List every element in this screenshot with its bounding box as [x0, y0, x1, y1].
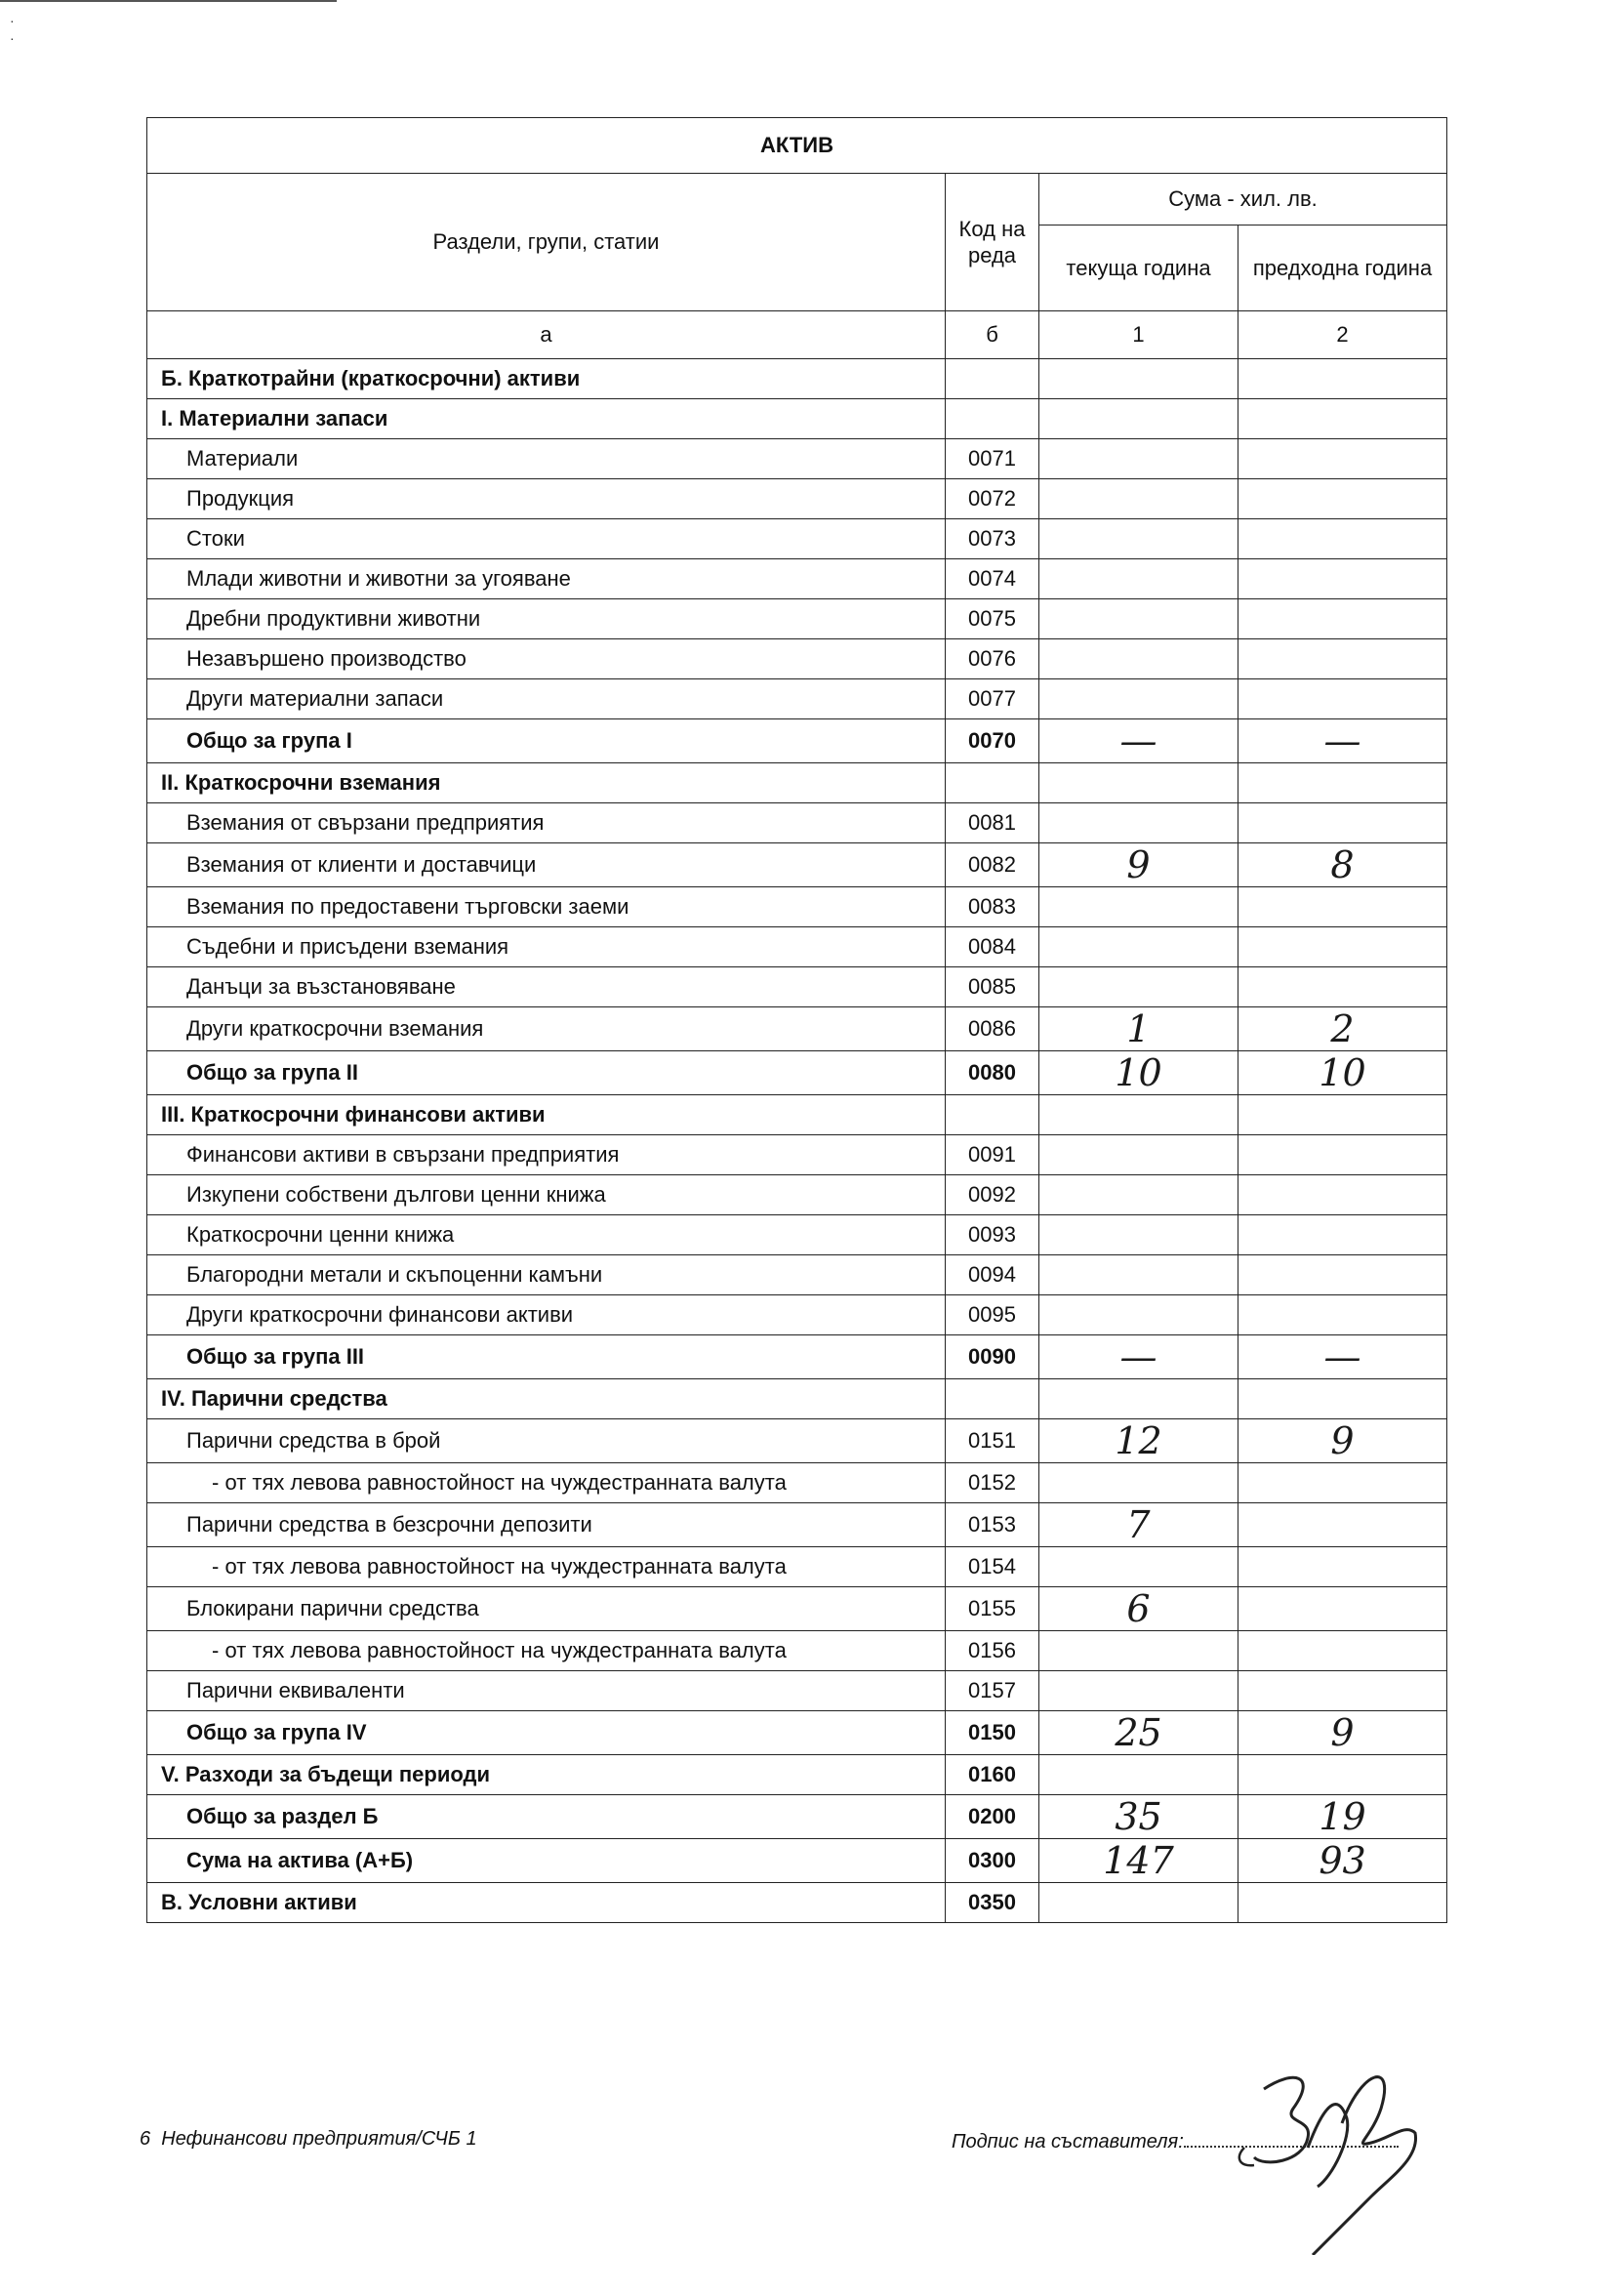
row-current-year: [1039, 439, 1238, 479]
row-code: 0150: [946, 1711, 1039, 1755]
table-row: [147, 927, 1447, 967]
row-previous-year: [1238, 927, 1447, 967]
row-code: 0154: [946, 1547, 1039, 1587]
row-label: Общо за група IV: [147, 1711, 946, 1755]
row-code: 0092: [946, 1175, 1039, 1215]
row-previous-year: [1238, 1587, 1447, 1631]
row-label: Блокирани парични средства: [147, 1587, 946, 1631]
row-label: Вземания от свързани предприятия: [147, 803, 946, 843]
table-row: [147, 1503, 1447, 1547]
row-current-year: [1039, 1295, 1238, 1335]
row-code: 0155: [946, 1587, 1039, 1631]
row-current-year: [1039, 1379, 1238, 1419]
row-current-year: [1039, 359, 1238, 399]
index-b: б: [946, 311, 1039, 359]
col-header-code: Код на реда: [946, 174, 1039, 311]
row-current-year: 147: [1039, 1839, 1238, 1883]
row-previous-year: [1238, 639, 1447, 679]
row-previous-year: [1238, 1755, 1447, 1795]
row-code: 0070: [946, 719, 1039, 763]
row-current-year: [1039, 1883, 1238, 1923]
row-label: Общо за група II: [147, 1051, 946, 1095]
row-previous-year: [1238, 1671, 1447, 1711]
row-code: 0080: [946, 1051, 1039, 1095]
row-label: Продукция: [147, 479, 946, 519]
row-code: 0085: [946, 967, 1039, 1007]
table-row: [147, 1051, 1447, 1095]
row-code: 0086: [946, 1007, 1039, 1051]
row-current-year: 9: [1039, 843, 1238, 887]
row-label: - от тях левова равностойност на чуждестранната валута: [147, 1463, 946, 1503]
row-current-year: 7: [1039, 1503, 1238, 1547]
row-label: Данъци за възстановяване: [147, 967, 946, 1007]
col-header-sum: Сума - хил. лв.: [1039, 174, 1447, 226]
row-current-year: [1039, 599, 1238, 639]
table-title-row: [147, 118, 1447, 174]
footer-form-label: [140, 2128, 477, 2151]
row-current-year: [1039, 399, 1238, 439]
row-previous-year: [1238, 1463, 1447, 1503]
signature-label: Подпис на съставителя:: [952, 2131, 1184, 2152]
row-previous-year: —: [1238, 719, 1447, 763]
row-code: [946, 359, 1039, 399]
table-row: [147, 399, 1447, 439]
table-row: [147, 519, 1447, 559]
table-row: [147, 679, 1447, 719]
row-previous-year: [1238, 599, 1447, 639]
asset-table: [146, 117, 1447, 1923]
row-code: 0073: [946, 519, 1039, 559]
row-label: Други материални запаси: [147, 679, 946, 719]
asset-table-frame: [146, 117, 1446, 1933]
row-label: I. Материални запаси: [147, 399, 946, 439]
row-previous-year: [1238, 1175, 1447, 1215]
row-label: Финансови активи в свързани предприятия: [147, 1135, 946, 1175]
top-edge-line: [0, 0, 337, 2]
table-row: [147, 1839, 1447, 1883]
header-row-1: [147, 174, 1447, 226]
row-current-year: [1039, 887, 1238, 927]
row-code: 0157: [946, 1671, 1039, 1711]
row-label: Други краткосрочни финансови активи: [147, 1295, 946, 1335]
row-current-year: [1039, 1175, 1238, 1215]
table-row: [147, 1215, 1447, 1255]
row-current-year: —: [1039, 1335, 1238, 1379]
row-current-year: [1039, 1215, 1238, 1255]
row-label: Дребни продуктивни животни: [147, 599, 946, 639]
row-previous-year: [1238, 1631, 1447, 1671]
table-row: [147, 719, 1447, 763]
row-code: 0152: [946, 1463, 1039, 1503]
index-a: а: [147, 311, 946, 359]
row-previous-year: [1238, 1215, 1447, 1255]
row-label: Парични еквиваленти: [147, 1671, 946, 1711]
table-row: [147, 1379, 1447, 1419]
row-code: 0153: [946, 1503, 1039, 1547]
table-row: [147, 967, 1447, 1007]
row-code: 0093: [946, 1215, 1039, 1255]
row-label: - от тях левова равностойност на чуждестранната валута: [147, 1547, 946, 1587]
table-row: [147, 479, 1447, 519]
row-current-year: [1039, 1463, 1238, 1503]
row-label: Материали: [147, 439, 946, 479]
row-previous-year: [1238, 763, 1447, 803]
row-previous-year: [1238, 1883, 1447, 1923]
row-label: Парични средства в безсрочни депозити: [147, 1503, 946, 1547]
table-row: [147, 1295, 1447, 1335]
row-code: 0083: [946, 887, 1039, 927]
table-row: [147, 1007, 1447, 1051]
table-row: [147, 1671, 1447, 1711]
table-row: [147, 639, 1447, 679]
table-row: [147, 1419, 1447, 1463]
row-label: Парични средства в брой: [147, 1419, 946, 1463]
row-label: Съдебни и присъдени вземания: [147, 927, 946, 967]
row-current-year: [1039, 967, 1238, 1007]
table-row: [147, 1711, 1447, 1755]
row-previous-year: [1238, 679, 1447, 719]
row-previous-year: [1238, 359, 1447, 399]
row-previous-year: [1238, 519, 1447, 559]
row-code: 0300: [946, 1839, 1039, 1883]
row-current-year: [1039, 1547, 1238, 1587]
row-label: Общо за група I: [147, 719, 946, 763]
row-current-year: [1039, 639, 1238, 679]
table-row: [147, 1335, 1447, 1379]
row-current-year: —: [1039, 719, 1238, 763]
row-label: Краткосрочни ценни книжа: [147, 1215, 946, 1255]
page-number: 6: [140, 2128, 151, 2150]
row-code: 0160: [946, 1755, 1039, 1795]
row-label: - от тях левова равностойност на чуждестранната валута: [147, 1631, 946, 1671]
row-current-year: 25: [1039, 1711, 1238, 1755]
row-previous-year: [1238, 479, 1447, 519]
row-current-year: 6: [1039, 1587, 1238, 1631]
table-row: [147, 1547, 1447, 1587]
row-current-year: [1039, 803, 1238, 843]
row-label: Вземания от клиенти и доставчици: [147, 843, 946, 887]
row-label: Вземания по предоставени търговски заеми: [147, 887, 946, 927]
row-code: 0350: [946, 1883, 1039, 1923]
row-label: Сума на актива (А+Б): [147, 1839, 946, 1883]
table-row: [147, 843, 1447, 887]
form-name: Нефинансови предприятия/СЧБ 1: [161, 2128, 477, 2150]
row-code: 0091: [946, 1135, 1039, 1175]
scan-specks: · ·: [10, 13, 15, 46]
table-row: [147, 1135, 1447, 1175]
col-header-current: текуща година: [1039, 226, 1238, 311]
row-code: 0090: [946, 1335, 1039, 1379]
table-title: АКТИВ: [147, 118, 1447, 174]
row-code: [946, 1379, 1039, 1419]
row-code: 0072: [946, 479, 1039, 519]
table-row: [147, 1255, 1447, 1295]
row-label: В. Условни активи: [147, 1883, 946, 1923]
row-code: 0095: [946, 1295, 1039, 1335]
row-code: 0084: [946, 927, 1039, 967]
row-previous-year: [1238, 399, 1447, 439]
table-row: [147, 599, 1447, 639]
row-label: Стоки: [147, 519, 946, 559]
row-code: 0200: [946, 1795, 1039, 1839]
row-previous-year: 93: [1238, 1839, 1447, 1883]
row-previous-year: [1238, 1503, 1447, 1547]
row-label: Други краткосрочни вземания: [147, 1007, 946, 1051]
table-row: [147, 763, 1447, 803]
row-label: Общо за раздел Б: [147, 1795, 946, 1839]
row-code: 0077: [946, 679, 1039, 719]
row-previous-year: [1238, 1547, 1447, 1587]
table-row: [147, 887, 1447, 927]
handwritten-signature: [1225, 2030, 1440, 2255]
row-previous-year: 9: [1238, 1711, 1447, 1755]
table-row: [147, 439, 1447, 479]
row-code: [946, 399, 1039, 439]
row-previous-year: 2: [1238, 1007, 1447, 1051]
row-current-year: 10: [1039, 1051, 1238, 1095]
row-label: II. Краткосрочни вземания: [147, 763, 946, 803]
row-current-year: 1: [1039, 1007, 1238, 1051]
index-row: [147, 311, 1447, 359]
row-previous-year: [1238, 1295, 1447, 1335]
table-row: [147, 1095, 1447, 1135]
row-code: 0074: [946, 559, 1039, 599]
row-current-year: 12: [1039, 1419, 1238, 1463]
row-current-year: [1039, 519, 1238, 559]
table-row: [147, 1631, 1447, 1671]
row-previous-year: [1238, 559, 1447, 599]
table-row: [147, 559, 1447, 599]
row-label: III. Краткосрочни финансови активи: [147, 1095, 946, 1135]
table-row: [147, 1175, 1447, 1215]
row-code: [946, 1095, 1039, 1135]
row-previous-year: 19: [1238, 1795, 1447, 1839]
row-code: 0156: [946, 1631, 1039, 1671]
table-row: [147, 1587, 1447, 1631]
col-header-sections: Раздели, групи, статии: [147, 174, 946, 311]
row-label: Незавършено производство: [147, 639, 946, 679]
table-row: [147, 359, 1447, 399]
row-previous-year: [1238, 1255, 1447, 1295]
table-row: [147, 1795, 1447, 1839]
row-label: V. Разходи за бъдещи периоди: [147, 1755, 946, 1795]
row-code: 0075: [946, 599, 1039, 639]
row-current-year: [1039, 679, 1238, 719]
row-label: IV. Парични средства: [147, 1379, 946, 1419]
row-current-year: [1039, 1755, 1238, 1795]
row-current-year: [1039, 1135, 1238, 1175]
index-2: 2: [1238, 311, 1447, 359]
row-code: 0081: [946, 803, 1039, 843]
row-current-year: 35: [1039, 1795, 1238, 1839]
row-previous-year: 9: [1238, 1419, 1447, 1463]
row-previous-year: [1238, 1095, 1447, 1135]
row-current-year: [1039, 1671, 1238, 1711]
table-row: [147, 1463, 1447, 1503]
row-label: Б. Краткотрайни (краткосрочни) активи: [147, 359, 946, 399]
row-label: Общо за група III: [147, 1335, 946, 1379]
row-code: 0082: [946, 843, 1039, 887]
row-current-year: [1039, 1255, 1238, 1295]
row-label: Изкупени собствени дългови ценни книжа: [147, 1175, 946, 1215]
row-previous-year: [1238, 439, 1447, 479]
row-previous-year: 8: [1238, 843, 1447, 887]
table-row: [147, 1883, 1447, 1923]
row-code: 0151: [946, 1419, 1039, 1463]
row-current-year: [1039, 559, 1238, 599]
row-previous-year: [1238, 1379, 1447, 1419]
row-previous-year: [1238, 967, 1447, 1007]
row-code: 0094: [946, 1255, 1039, 1295]
row-current-year: [1039, 763, 1238, 803]
row-previous-year: 10: [1238, 1051, 1447, 1095]
row-current-year: [1039, 479, 1238, 519]
index-1: 1: [1039, 311, 1238, 359]
row-code: 0071: [946, 439, 1039, 479]
row-previous-year: [1238, 887, 1447, 927]
row-previous-year: [1238, 1135, 1447, 1175]
table-row: [147, 1755, 1447, 1795]
table-row: [147, 803, 1447, 843]
row-previous-year: [1238, 803, 1447, 843]
row-code: 0076: [946, 639, 1039, 679]
col-header-previous: предходна година: [1238, 226, 1447, 311]
row-current-year: [1039, 927, 1238, 967]
row-current-year: [1039, 1095, 1238, 1135]
row-label: Млади животни и животни за угояване: [147, 559, 946, 599]
row-previous-year: —: [1238, 1335, 1447, 1379]
row-current-year: [1039, 1631, 1238, 1671]
row-label: Благородни метали и скъпоценни камъни: [147, 1255, 946, 1295]
row-code: [946, 763, 1039, 803]
